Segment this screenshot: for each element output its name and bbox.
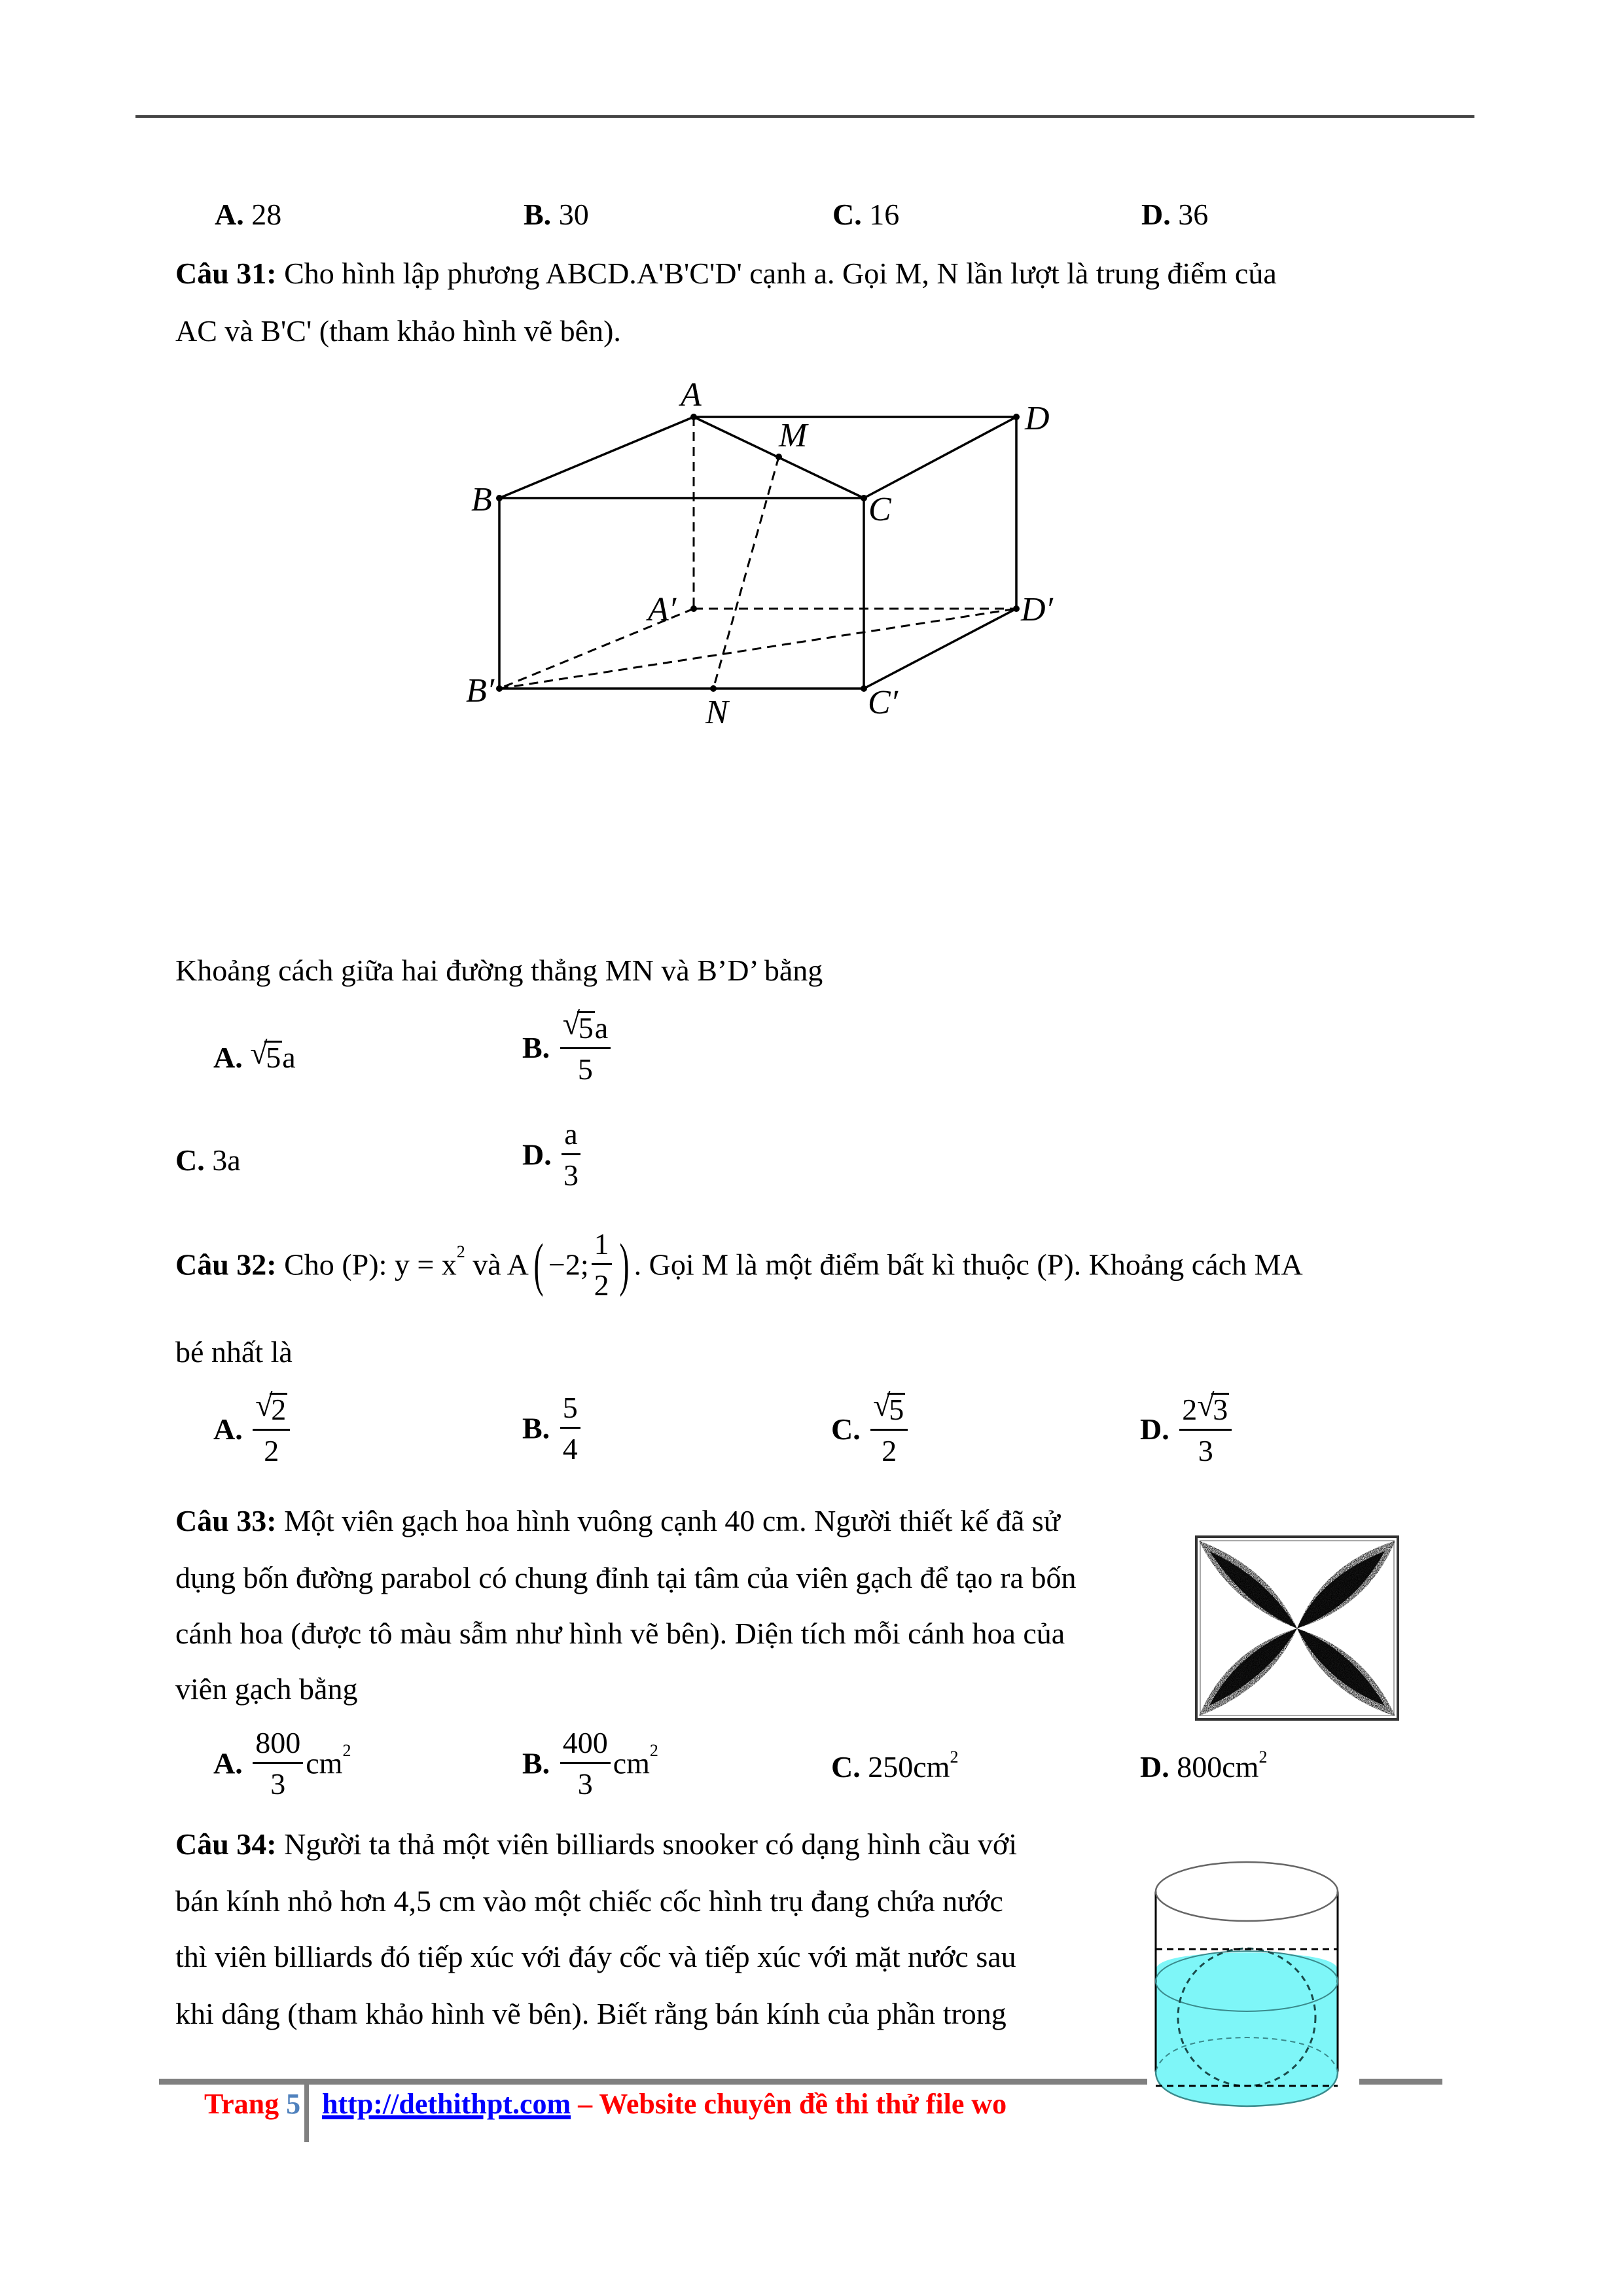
q31-line2: AC và B'C' (tham khảo hình vẽ bên). [175, 314, 621, 348]
point-A1 [690, 605, 697, 612]
q34-label: Câu 34: [175, 1827, 277, 1861]
footer-page-number: 5 [286, 2088, 301, 2120]
fraction: √ $\frac{5}{2}$ [870, 1393, 908, 1466]
q31-answer-d: D. $\frac{a}{3}$ [522, 1119, 583, 1191]
label-D1: D′ [1021, 591, 1053, 628]
q33-answer-d: D. $800cm^2$ [1140, 1747, 1268, 1784]
label-B1: B′ [466, 672, 495, 709]
q33-answer-c: C. $250cm^2$ [831, 1747, 959, 1784]
q33-line4: viên gạch bằng [175, 1672, 358, 1706]
q31-answer-c: C. 3a [175, 1143, 241, 1177]
q34-line1: Câu 34: Người ta thả một viên billiards snooker có dạng hình cầu với [175, 1827, 1017, 1861]
q31-answer-b: B. √ $\frac{5a}{5}$ [522, 1011, 613, 1085]
footer-rule-right [1359, 2079, 1442, 2085]
footer-page-label: Trang [204, 2088, 287, 2120]
fraction: $\frac{1}{2}$ [592, 1229, 612, 1300]
q32-label: Câu 32: [175, 1247, 277, 1282]
prev-answer-c: C. 16 [832, 198, 900, 231]
fraction: $\frac{800}{3}$ [253, 1728, 303, 1799]
footer [204, 2090, 300, 2119]
q33-line1: Câu 33: Một viên gạch hoa hình vuông cạnh 40 cm. Người thiết kế đã sử [175, 1504, 1060, 1537]
edge-C1D1 [864, 609, 1016, 689]
q31-label: Câu 31: [175, 257, 277, 290]
label-B: B [471, 481, 492, 518]
header-rule [135, 115, 1474, 118]
prev-answer-d: D. 36 [1141, 198, 1209, 231]
fraction: $\frac{a}{3}$ [562, 1119, 580, 1191]
edge-CD [864, 417, 1016, 498]
footer-link[interactable]: http://dethithpt.com [322, 2088, 571, 2120]
label-C1: C′ [868, 684, 899, 721]
q31-answer-a: A. √ 5a [213, 1041, 296, 1073]
fraction: $\frac{5}{4}$ [560, 1393, 580, 1464]
fraction: $\frac{400}{3}$ [560, 1728, 611, 1799]
q34-line4: khi dâng (tham khảo hình vẽ bên). Biết rằng bán kính của phần trong [175, 1997, 1007, 2030]
q33-answer-a: A. $\frac{800}{3}$ $cm^2$ [213, 1726, 351, 1801]
fraction: √ $\frac{5a}{5}$ [560, 1011, 611, 1085]
q33-label: Câu 33: [175, 1504, 277, 1537]
q32-line1: Câu 32: Cho (P): $y = x^2$ và A( −2; $\frac{1}{2}$ ) . Gọi M là một điểm bất kì thuộc (P). Khoảng cách MA [175, 1227, 1303, 1302]
point-D [1013, 414, 1020, 420]
footer-rule-left [159, 2079, 1147, 2085]
point-D1 [1013, 605, 1020, 612]
prev-answer-b: B. 30 [524, 198, 589, 231]
q34-line3: thì viên billiards đó tiếp xúc với đáy cốc và tiếp xúc với mặt nước sau [175, 1940, 1016, 1973]
point-C1 [861, 685, 867, 692]
label-N: N [705, 694, 728, 731]
label-C: C [868, 491, 891, 528]
cube-figure [458, 380, 1178, 923]
segment-MN [713, 457, 779, 689]
point-N [710, 685, 717, 692]
label-M: M [779, 417, 808, 454]
point-B1 [496, 685, 503, 692]
point-B [496, 495, 503, 501]
q32-answer-b: B. $\frac{5}{4}$ [522, 1393, 583, 1464]
q33-answer-b: B. $\frac{400}{3}$ $cm^2$ [522, 1726, 658, 1801]
footer-tagline: – Website chuyên đề thi thử file wo [571, 2088, 1007, 2120]
label-A1: A′ [648, 591, 677, 628]
point-M [776, 454, 782, 460]
footer-divider [304, 2085, 309, 2142]
label-D: D [1025, 400, 1050, 437]
label-A: A [681, 380, 702, 414]
footer-right [322, 2090, 1007, 2119]
cup-rim [1156, 1862, 1338, 1921]
q32-answer-d: D. $\frac{2 √ 3}{3}$ [1140, 1393, 1234, 1466]
q32-line2: bé nhất là [175, 1335, 293, 1369]
q34-line2: bán kính nhỏ hơn 4,5 cm vào một chiếc cốc hình trụ đang chứa nước [175, 1884, 1003, 1918]
fraction: $\frac{2 √ 3}{3}$ [1179, 1393, 1232, 1466]
cup-figure [1152, 1856, 1342, 2114]
prev-answer-a: A. 28 [215, 198, 282, 231]
fraction: √ $\frac{2}{2}$ [253, 1393, 290, 1466]
flower-tile-figure [1191, 1532, 1404, 1725]
q31-line1: Câu 31: Cho hình lập phương ABCD.A'B'C'D' cạnh a. Gọi M, N lần lượt là trung điểm của [175, 257, 1277, 290]
edge-AB [499, 417, 694, 498]
q32-answer-a: A. √ $\frac{2}{2}$ [213, 1393, 293, 1466]
q32-answer-c: C. √ $\frac{5}{2}$ [831, 1393, 910, 1466]
sqrt-symbol: √ 5 [250, 1041, 282, 1073]
q33-line3: cánh hoa (được tô màu sẫm như hình vẽ bên). Diện tích mỗi cánh hoa của [175, 1617, 1065, 1650]
water [1156, 1952, 1338, 2106]
q31-prompt: Khoảng cách giữa hai đường thẳng MN và B’D’ bằng [175, 954, 823, 987]
point-C [861, 495, 867, 501]
q33-line2: dụng bốn đường parabol có chung đỉnh tại tâm của viên gạch để tạo ra bốn [175, 1561, 1077, 1594]
point-A [690, 414, 697, 420]
